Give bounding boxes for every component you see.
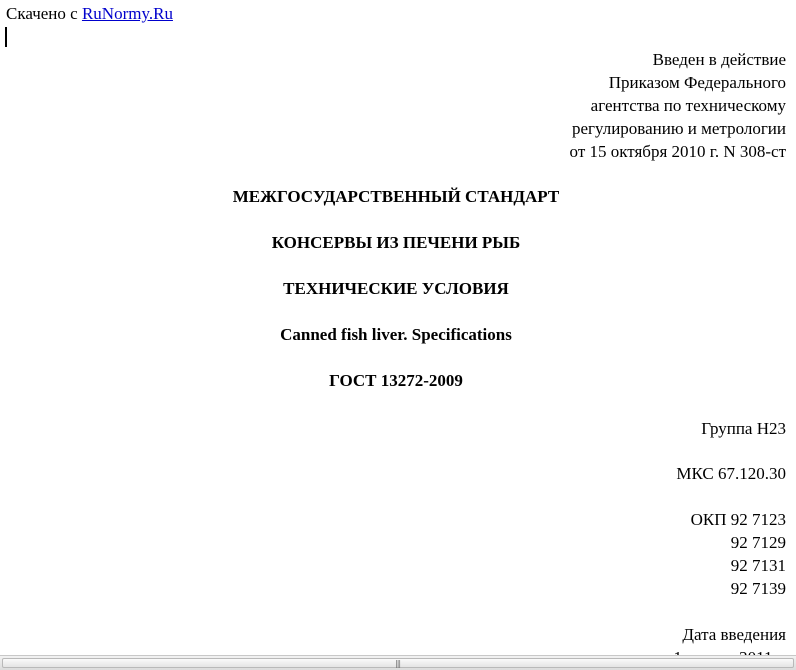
okp-codes (691, 508, 786, 600)
scrollbar-thumb[interactable] (2, 658, 794, 668)
document-title: КОНСЕРВЫ ИЗ ПЕЧЕНИ РЫБ (271, 233, 521, 252)
okp-code: ОКП 92 7123 (690, 510, 786, 529)
document-subtitle: ТЕХНИЧЕСКИЕ УСЛОВИЯ (283, 279, 509, 298)
okp-code: 92 7131 (730, 556, 786, 575)
source-prefix: Скачено с (6, 4, 78, 23)
english-title: Canned fish liver. Specifications (280, 325, 512, 344)
grip-icon: ||| (395, 659, 401, 668)
gost-number: ГОСТ 13272-2009 (329, 371, 463, 390)
horizontal-scrollbar[interactable] (0, 655, 796, 670)
mks-code: МКС 67.120.30 (676, 464, 786, 483)
intro-date-label: Дата введения (682, 625, 786, 644)
source-line (6, 4, 173, 24)
approval-line: Приказом Федерального (608, 73, 786, 92)
standard-type-heading: МЕЖГОСУДАРСТВЕННЫЙ СТАНДАРТ (232, 187, 560, 206)
text-cursor (5, 27, 7, 47)
approval-line: агентства по техническому (590, 96, 786, 115)
approval-line: Введен в действие (652, 50, 786, 69)
approval-block (570, 48, 786, 163)
okp-code: 92 7129 (730, 533, 786, 552)
okp-code: 92 7139 (730, 579, 786, 598)
group-code: Группа Н23 (701, 419, 786, 438)
source-link[interactable]: RuNormy.Ru (81, 4, 173, 23)
approval-line: от 15 октября 2010 г. N 308-ст (569, 142, 786, 161)
approval-line: регулированию и метрологии (571, 119, 786, 138)
